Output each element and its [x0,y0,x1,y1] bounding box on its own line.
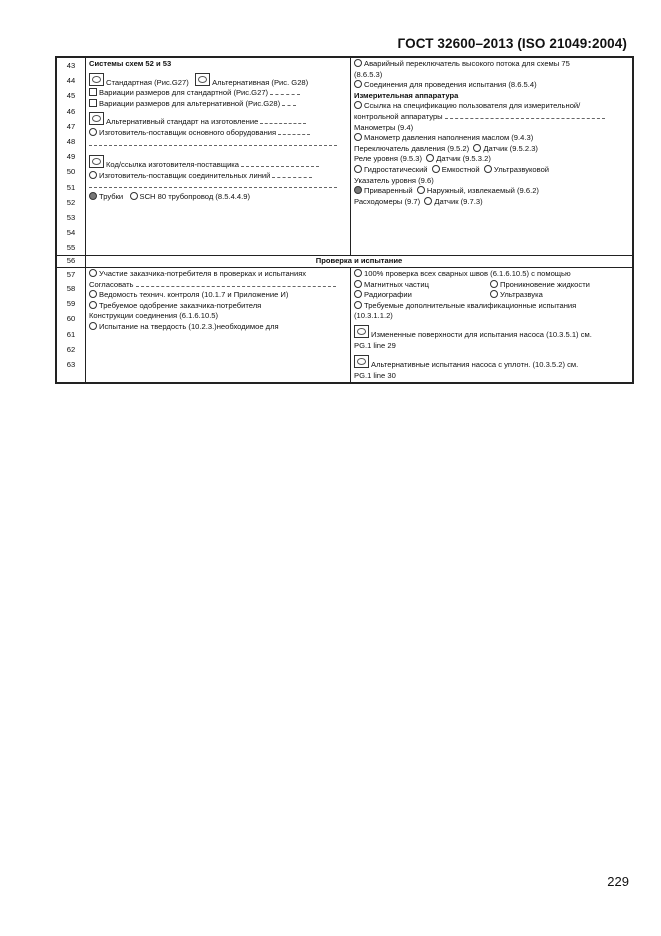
weld-inspection-label: 100% проверка всех сварных швов (6.1.6.10.5) с помощью [364,269,571,279]
spec-table [55,56,634,384]
row-number: 63 [66,359,76,369]
alt-standard-label: Альтернативный стандарт на изготовление [106,117,259,127]
alt-tests-label: Альтернативные испытания насоса с уплотн. (10.3.5.2) см. [371,360,579,370]
qualification-ref: (10.3.1.1.2) [354,311,393,321]
row-number: 53 [66,212,76,222]
option-box-icon[interactable] [89,73,104,86]
var-alt-label: Вариации размеров для альтернативной (Рис.G28) [99,98,281,108]
row-number: 43 [66,61,76,70]
option-box-icon[interactable] [354,355,369,368]
test-connections-label: Соединения для проведения испытания (8.6.5.4) [364,80,537,90]
alternative-label: Альтернативная (Рис. G28) [212,77,309,87]
approval-label: Требуемое одобрение заказчика-потребителя [99,300,262,310]
hardness-test-label: Испытание на твердость (10.2.3.)необходимое для [99,322,279,331]
instrumentation-cell [351,58,633,256]
agree-label: Согласовать [89,279,134,289]
capacitive-label: Емкостной [441,164,480,174]
row-number: 57 [66,270,76,280]
welded-label: Приваренный [364,186,413,196]
pressure-switch-label: Переключатель давления (9.5.2) [354,143,470,153]
option-box-icon[interactable] [354,325,369,338]
radio-icon[interactable] [432,165,440,173]
radio-icon[interactable] [417,186,425,194]
radio-icon[interactable] [490,290,498,298]
option-box-icon[interactable] [89,112,104,125]
instrumentation-title: Измерительная аппаратура [354,90,459,100]
hydrostatic-label: Гидростатический [364,164,428,174]
inspection-right-cell [351,268,633,383]
pg-line-29: PG.1 line 29 [354,340,396,350]
magnetic-label: Магнитных частиц [364,279,429,289]
sensor-label: Датчик (9.5.3.2) [436,154,491,164]
qualification-tests-label: Требуемые дополнительные квалификационные испытания [364,300,577,310]
conn-manufacturer-label: Изготовитель-поставщик соединительных линий [99,170,271,180]
flowmeters-label: Расходомеры (9.7) [354,196,421,206]
tubes-label: Трубки [99,191,124,201]
radio-icon[interactable] [354,133,362,141]
document-header: ГОСТ 32600–2013 (ISO 21049:2004) [397,36,627,51]
ultrasound-label: Ультразвука [500,290,543,300]
option-box-icon[interactable] [195,73,210,86]
row-numbers-top [57,58,86,256]
radio-icon[interactable] [89,128,97,136]
option-box-icon[interactable] [89,155,104,168]
checkbox-icon[interactable] [89,88,97,96]
radio-selected-icon[interactable] [89,192,97,200]
spec-ref-cont: контрольной аппаратуры [354,111,443,121]
row-number: 44 [66,76,76,86]
row-numbers-bottom [57,268,86,383]
radio-icon[interactable] [424,197,432,205]
checkbox-icon[interactable] [89,99,97,107]
seal-systems-cell [86,58,351,256]
spec-ref-label: Ссылка на спецификацию пользователя для измерительной/ [364,101,581,111]
external-label: Наружный, извлекаемый (9.6.2) [426,186,539,196]
inspection-left-cell [86,268,351,383]
sensor-label: Датчик (9.5.2.3) [483,143,538,153]
radio-icon[interactable] [490,280,498,288]
row-number: 45 [66,91,76,101]
radio-icon[interactable] [426,154,434,162]
radio-icon[interactable] [89,322,97,330]
sch-label: SCH 80 трубопровод (8.5.4.4.9) [139,191,250,201]
sensor-label: Датчик (9.7.3) [434,196,483,206]
row-number: 55 [66,243,76,253]
row-number: 60 [66,314,76,324]
manufacturer-label: Изготовитель-поставщик основного оборудования [99,127,277,137]
row-number: 52 [66,197,76,207]
radio-icon[interactable] [354,101,362,109]
modified-surfaces-label: Измененные поверхности для испытания насоса (10.3.5.1) см. [371,330,592,339]
radio-icon[interactable] [354,165,362,173]
section-heading: Проверка и испытание [86,256,633,268]
var-std-label: Вариации размеров для стандартной (Рис.G27) [99,88,269,98]
radio-icon[interactable] [354,269,362,277]
row-number: 47 [66,121,76,131]
radio-icon[interactable] [89,301,97,309]
row-number: 50 [66,167,76,177]
row-number: 51 [66,182,76,192]
joint-design-label: Конструкции соединения (6.1.6.10.5) [89,311,219,321]
row-number: 48 [66,136,76,146]
section-title: Системы схем 52 и 53 [89,59,172,68]
inspection-sheet-label: Ведомость технич. контроля (10.1.7 и Приложение И) [99,290,289,300]
high-flow-switch-label: Аварийный переключатель высокого потока для схемы 75 [364,59,570,68]
radio-icon[interactable] [354,59,362,67]
level-relay-label: Реле уровня (9.5.3) [354,154,423,164]
high-flow-ref: (8.6.5.3) [354,69,383,79]
radio-icon[interactable] [130,192,138,200]
radiography-label: Радиографии [364,290,412,300]
page-number: 229 [607,874,629,889]
row-number: 59 [66,299,76,309]
standard-label: Стандартная (Рис.G27) [106,77,189,87]
row-number: 58 [66,284,76,294]
oil-gauge-label: Манометр давления наполнения маслом (9.4.3) [364,133,534,143]
radio-icon[interactable] [354,280,362,288]
pg-line-30: PG.1 line 30 [354,370,396,380]
row-number: 61 [66,329,76,339]
penetrant-label: Проникновение жидкости [500,279,590,289]
gauges-label: Манометры (9.4) [354,122,414,132]
row-number: 46 [66,106,76,116]
row-number: 54 [66,228,76,238]
row-number: 49 [66,152,76,162]
code-ref-label: Код/ссылка изготовителя-поставщика [106,160,240,170]
row-number: 56 [57,256,86,268]
level-indicator-label: Указатель уровня (9.6) [354,175,434,185]
radio-icon[interactable] [89,269,97,277]
radio-icon[interactable] [354,290,362,298]
radio-icon[interactable] [484,165,492,173]
radio-icon[interactable] [89,290,97,298]
radio-icon[interactable] [473,144,481,152]
radio-selected-icon[interactable] [354,186,362,194]
customer-participation-label: Участие заказчика-потребителя в проверках и испытаниях [99,269,307,279]
row-number: 62 [66,344,76,354]
radio-icon[interactable] [354,301,362,309]
radio-icon[interactable] [354,80,362,88]
radio-icon[interactable] [89,171,97,179]
ultrasonic-label: Ультразвуковой [493,164,550,174]
